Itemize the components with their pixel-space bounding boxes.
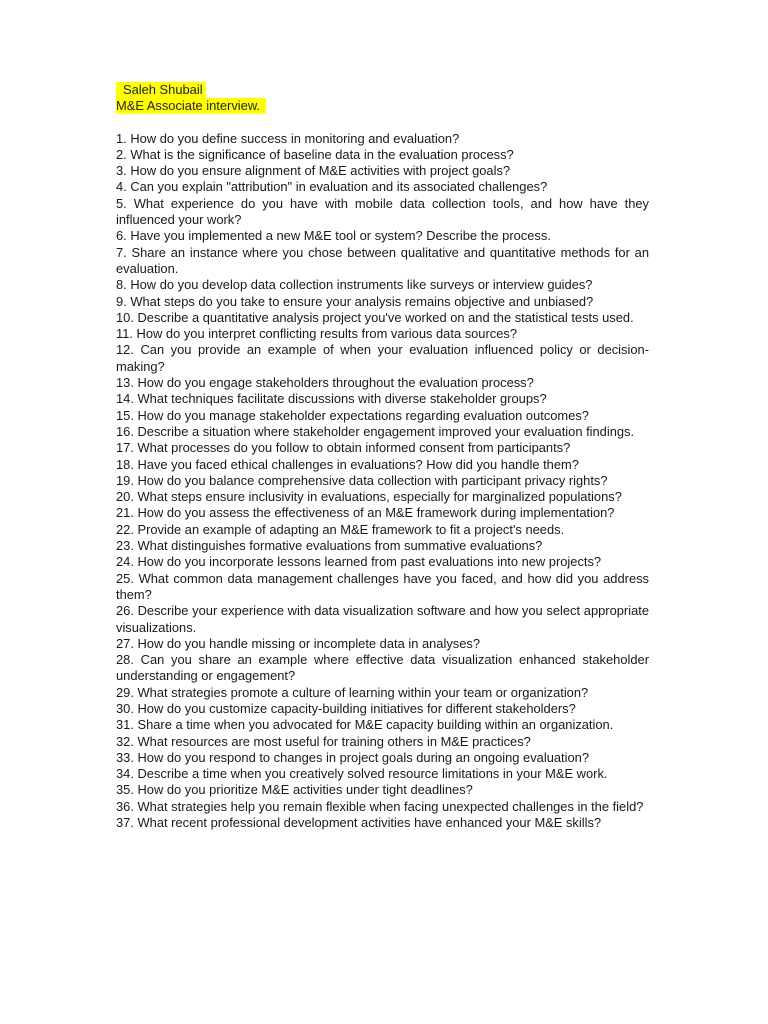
- question-item: 1. How do you define success in monitoring and evaluation?: [116, 130, 460, 146]
- question-item: 2. What is the significance of baseline data in the evaluation process?: [116, 146, 514, 162]
- question-item: 5. What experience do you have with mobile data collection tools, and how have they influenced your work?: [116, 195, 649, 228]
- question-item: 13. How do you engage stakeholders throughout the evaluation process?: [116, 375, 534, 391]
- question-item: 18. Have you faced ethical challenges in evaluations? How did you handle them?: [116, 456, 579, 472]
- document-title-line: [116, 98, 649, 114]
- question-item: 11. How do you interpret conflicting results from various data sources?: [116, 326, 517, 342]
- document-page: [116, 82, 649, 831]
- question-list: [116, 131, 649, 832]
- question-item: 15. How do you manage stakeholder expectations regarding evaluation outcomes?: [116, 407, 589, 423]
- question-item: 34. Describe a time when you creatively solved resource limitations in your M&E work.: [116, 766, 608, 782]
- question-item: 12. Can you provide an example of when your evaluation influenced policy or decision-making?: [116, 342, 649, 374]
- blank-line: [116, 115, 649, 131]
- question-item: 6. Have you implemented a new M&E tool or system? Describe the process.: [116, 228, 551, 244]
- question-item: 33. How do you respond to changes in project goals during an ongoing evaluation?: [116, 749, 589, 765]
- question-item: 23. What distinguishes formative evaluations from summative evaluations?: [116, 538, 543, 554]
- question-item: 7. Share an instance where you chose between qualitative and quantitative methods for an evaluation.: [116, 244, 649, 276]
- question-item: 29. What strategies promote a culture of learning within your team or organization?: [116, 684, 589, 700]
- author-name: Saleh Shubail: [116, 82, 205, 97]
- question-item: 20. What steps ensure inclusivity in evaluations, especially for marginalized populations?: [116, 489, 622, 505]
- question-item: 22. Provide an example of adapting an M&E framework to fit a project's needs.: [116, 521, 565, 537]
- question-item: 35. How do you prioritize M&E activities under tight deadlines?: [116, 782, 473, 798]
- question-item: 30. How do you customize capacity-building initiatives for different stakeholders?: [116, 700, 576, 716]
- question-item: 19. How do you balance comprehensive data collection with participant privacy rights?: [116, 472, 608, 488]
- question-item: 16. Describe a situation where stakeholder engagement improved your evaluation findings.: [116, 423, 635, 439]
- question-item: 8. How do you develop data collection instruments like surveys or interview guides?: [116, 277, 593, 293]
- question-item: 14. What techniques facilitate discussions with diverse stakeholder groups?: [116, 391, 547, 407]
- question-item: 4. Can you explain "attribution" in evaluation and its associated challenges?: [116, 179, 548, 195]
- author-line: [116, 82, 649, 98]
- question-item: 28. Can you share an example where effective data visualization enhanced stakeholder understanding or engagement?: [116, 652, 649, 684]
- document-title: M&E Associate interview.: [116, 98, 266, 113]
- question-item: 36. What strategies help you remain flexible when facing unexpected challenges in the field?: [116, 798, 644, 814]
- question-item: 25. What common data management challenges have you faced, and how did you address them?: [116, 570, 649, 602]
- question-item: 9. What steps do you take to ensure your analysis remains objective and unbiased?: [116, 293, 594, 309]
- question-item: 24. How do you incorporate lessons learned from past evaluations into new projects?: [116, 554, 602, 570]
- question-item: 27. How do you handle missing or incomplete data in analyses?: [116, 635, 481, 651]
- question-item: 31. Share a time when you advocated for M&E capacity building within an organization.: [116, 717, 614, 733]
- question-item: 32. What resources are most useful for training others in M&E practices?: [116, 733, 531, 749]
- question-item: 10. Describe a quantitative analysis project you've worked on and the statistical tests used.: [116, 309, 634, 325]
- question-item: 37. What recent professional development activities have enhanced your M&E skills?: [116, 815, 602, 831]
- question-item: 3. How do you ensure alignment of M&E activities with project goals?: [116, 163, 511, 179]
- question-item: 21. How do you assess the effectiveness of an M&E framework during implementation?: [116, 505, 615, 521]
- question-item: 17. What processes do you follow to obtain informed consent from participants?: [116, 440, 571, 456]
- question-item: 26. Describe your experience with data visualization software and how you select appropriate visualizations.: [116, 603, 649, 635]
